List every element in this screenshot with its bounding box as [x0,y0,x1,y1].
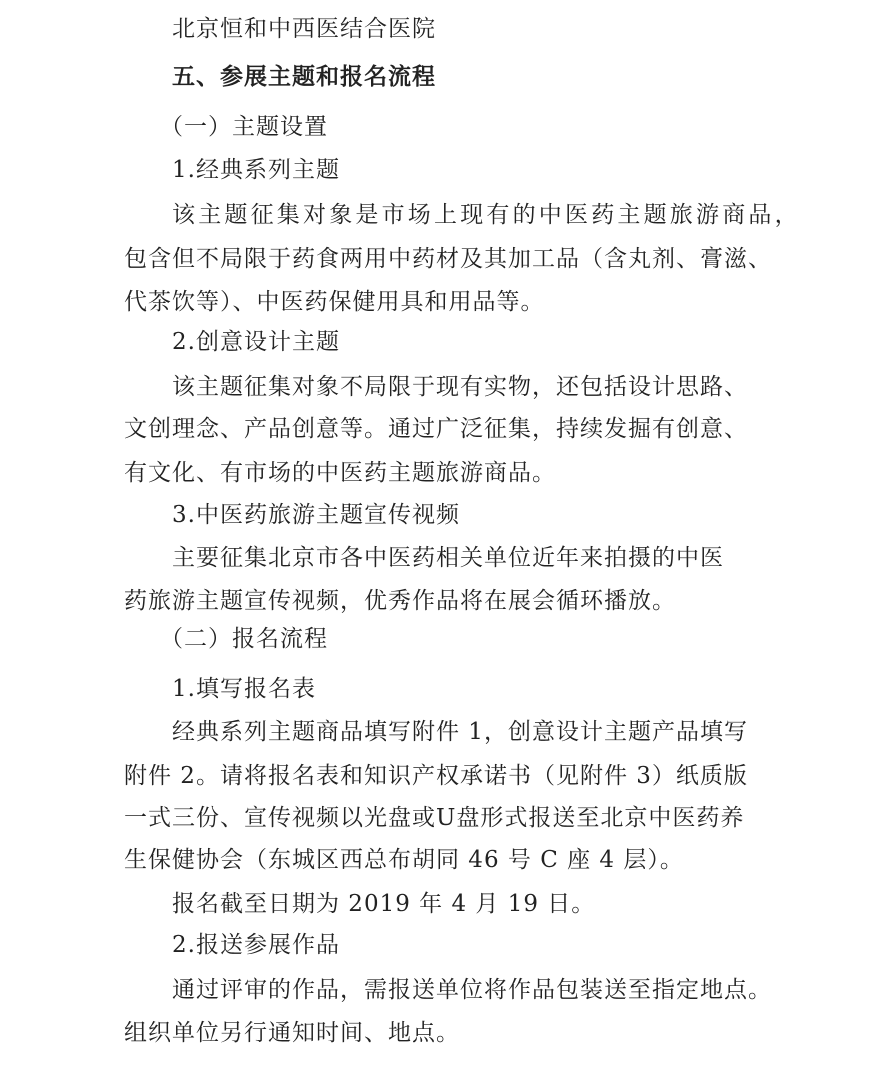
paragraph-line: 该主题征集对象是市场上现有的中医药主题旅游商品， [172,202,801,228]
item-heading-submit-works: 2.报送参展作品 [172,932,340,958]
paragraph-line: 包含但不局限于药食两用中药材及其加工品（含丸剂、膏滋、 [124,246,772,272]
item-heading-classic-series: 1.经典系列主题 [172,157,340,183]
subsection-heading-1: （一）主题设置 [160,114,328,140]
item-heading-creative-design: 2.创意设计主题 [172,329,340,355]
paragraph-line: 有文化、有市场的中医药主题旅游商品。 [124,460,556,486]
paragraph-line: 代茶饮等）、中医药保健用具和用品等。 [124,289,545,315]
paragraph-line: 通过评审的作品，需报送单位将作品包装送至指定地点。 [172,977,772,1003]
paragraph-line: 生保健协会（东城区西总布胡同 46 号 C 座 4 层）。 [124,847,684,873]
paragraph-line: 该主题征集对象不局限于现有实物，还包括设计思路、 [172,374,748,400]
paragraph-line: 主要征集北京市各中医药相关单位近年来拍摄的中医 [172,545,724,571]
item-heading-promo-video: 3.中医药旅游主题宣传视频 [172,502,460,528]
deadline-line: 报名截至日期为 2019 年 4 月 19 日。 [172,891,596,917]
paragraph-line: 组织单位另行通知时间、地点。 [124,1020,460,1046]
subsection-heading-2: （二）报名流程 [160,626,328,652]
paragraph-line: 一式三份、宣传视频以光盘或U盘形式报送至北京中医药养 [124,805,745,831]
paragraph-line: 文创理念、产品创意等。通过广泛征集，持续发掘有创意、 [124,416,748,442]
paragraph-line: 附件 2。请将报名表和知识产权承诺书（见附件 3）纸质版 [124,763,748,789]
section-heading-5: 五、参展主题和报名流程 [172,64,436,90]
hospital-name-line: 北京恒和中西医结合医院 [172,16,436,42]
paragraph-line: 药旅游主题宣传视频，优秀作品将在展会循环播放。 [124,588,676,614]
paragraph-line: 经典系列主题商品填写附件 1，创意设计主题产品填写 [172,719,748,745]
item-heading-fill-form: 1.填写报名表 [172,676,316,702]
